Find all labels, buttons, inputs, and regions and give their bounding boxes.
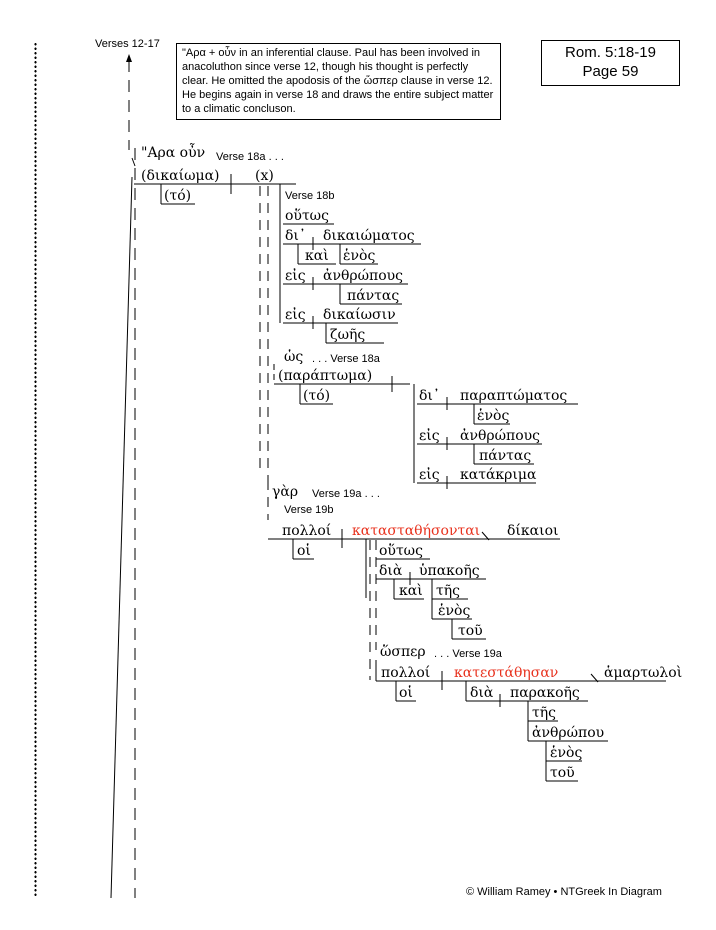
word-hoi-1: οἱ bbox=[297, 543, 311, 559]
verse-19a-label-2: . . . Verse 19a bbox=[434, 648, 502, 660]
word-polloi-2: πολλοί bbox=[381, 665, 431, 681]
word-dikaioma: (δικαίωμα) bbox=[141, 168, 220, 184]
word-to-2: (τό) bbox=[303, 388, 331, 404]
word-eis-1: εἰς bbox=[285, 268, 306, 284]
note-text-1: in an inferential clause. Paul has been involved in anacoluthon since verse 12, though his thought is perfectly clear. He omitted the apodosis of the bbox=[182, 47, 481, 87]
word-gar: γὰρ bbox=[272, 484, 299, 500]
word-pantas-2: πάντας bbox=[479, 448, 532, 464]
word-to-1: (τό) bbox=[164, 188, 192, 204]
verb-katastathesontai: κατασταθήσονται bbox=[352, 523, 481, 539]
word-anthropous-2: ἀνθρώπους bbox=[460, 428, 541, 444]
word-henos-1: ἑνὸς bbox=[343, 248, 376, 264]
word-henos-4: ἑνὸς bbox=[550, 745, 583, 761]
word-di-2: δι᾽ bbox=[419, 388, 440, 404]
word-dikaiomatos: δικαιώματος bbox=[323, 228, 415, 244]
verse-19b-label: Verse 19b bbox=[284, 504, 334, 516]
verse-18b-label: Verse 18b bbox=[285, 190, 335, 202]
verb-katestathesan: κατεστάθησαν bbox=[454, 665, 559, 681]
reference-box bbox=[541, 40, 680, 86]
word-tou-1: τοῦ bbox=[458, 623, 483, 639]
word-tes-2: τῆς bbox=[532, 705, 556, 721]
word-houtos-2: οὕτως bbox=[379, 543, 423, 559]
word-dia-2: διὰ bbox=[470, 685, 494, 701]
word-henos-3: ἑνὸς bbox=[438, 603, 471, 619]
word-parakoes: παρακοῆς bbox=[510, 685, 580, 701]
word-pantas-1: πάντας bbox=[347, 288, 400, 304]
word-hos: ὡς bbox=[284, 349, 304, 365]
verse-18a-label-2: . . . Verse 18a bbox=[312, 353, 380, 365]
word-henos-2: ἑνὸς bbox=[477, 408, 510, 424]
word-tou-2: τοῦ bbox=[550, 765, 575, 781]
word-hamartoloi: ἁμαρτωλοὶ bbox=[604, 665, 683, 681]
page-number: Page 59 bbox=[582, 63, 639, 80]
note-prefix: "Αρα + οὖν bbox=[182, 47, 237, 59]
word-zoes: ζωῆς bbox=[330, 327, 366, 343]
word-tes-1: τῆς bbox=[436, 583, 460, 599]
word-hosper: ὥσπερ bbox=[380, 644, 426, 660]
word-kai-1: καὶ bbox=[305, 248, 329, 264]
reference-title: Rom. 5:18-19 bbox=[565, 44, 656, 61]
word-paraptomatos: παραπτώματος bbox=[460, 388, 568, 404]
ara-oun: "Αρα οὖν bbox=[141, 145, 206, 161]
verse-18a-label: Verse 18a . . . bbox=[216, 151, 284, 163]
word-katakrima: κατάκριμα bbox=[460, 467, 537, 483]
word-eis-2: εἰς bbox=[285, 307, 306, 323]
word-anthropou: ἀνθρώπου bbox=[532, 725, 605, 741]
word-dikaioi: δίκαιοι bbox=[507, 523, 559, 539]
word-kai-2: καὶ bbox=[399, 583, 423, 599]
verse-19a-label: Verse 19a . . . bbox=[312, 488, 380, 500]
word-x: (x) bbox=[255, 168, 274, 184]
copyright-footer: © William Ramey • NTGreek In Diagram bbox=[466, 886, 662, 898]
word-dia-1: διὰ bbox=[379, 563, 403, 579]
explanatory-note bbox=[176, 43, 501, 120]
word-hoi-2: οἱ bbox=[399, 685, 413, 701]
word-eis-3: εἰς bbox=[419, 428, 440, 444]
word-houtos-1: οὕτως bbox=[285, 208, 329, 224]
word-eis-4: εἰς bbox=[419, 467, 440, 483]
word-di-1: δι᾽ bbox=[285, 228, 306, 244]
word-polloi-1: πολλοί bbox=[282, 523, 332, 539]
word-paraptoma: (παράπτωμα) bbox=[278, 368, 373, 384]
verses-label: Verses 12-17 bbox=[95, 38, 160, 50]
note-greek: ὥσπερ bbox=[363, 75, 398, 87]
word-dikaiosin: δικαίωσιν bbox=[323, 307, 396, 323]
note-text-2: clause in verse 12. He begins again in verse 18 and draws the entire subject matter to a climatic concluson. bbox=[182, 75, 494, 115]
word-hypakoes: ὑπακοῆς bbox=[419, 563, 480, 579]
word-anthropous-1: ἀνθρώπους bbox=[323, 268, 404, 284]
